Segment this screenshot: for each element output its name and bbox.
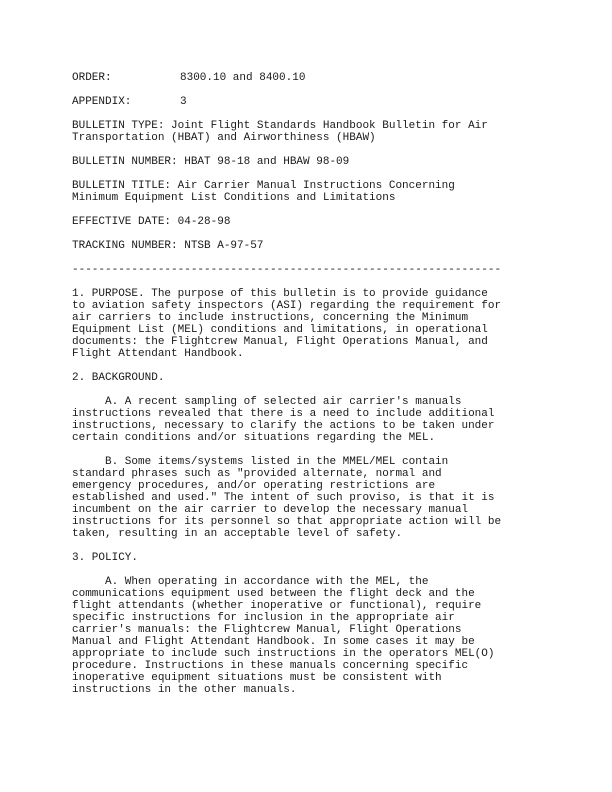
order-line (72, 72, 552, 84)
policy-a-line: carrier's manuals: the Flightcrew Manual, Flight Operations (72, 624, 462, 636)
purpose-line: Flight Attendant Handbook. (72, 348, 244, 360)
bulletin-type (72, 120, 552, 144)
background-b-line: incumbent on the air carrier to develop the necessary manual (72, 504, 469, 516)
policy-a-line: communications equipment used between the flight deck and the (72, 588, 475, 600)
bulletin-type-line: Transportation (HBAT) and Airworthiness (HBAW) (72, 132, 376, 144)
background-a-line: instructions revealed that there is a need to include additional (72, 408, 495, 420)
order-value: 8300.10 and 8400.10 (180, 72, 306, 84)
background-a-line: instructions, necessary to clarify the actions to be taken under (72, 420, 495, 432)
purpose-line: to aviation safety inspectors (ASI) regarding the requirement for (72, 300, 502, 312)
policy-a-line: appropriate to include such instructions in the operators MEL(O) (72, 648, 495, 660)
bulletin-number (72, 156, 552, 168)
background-paragraph-b (72, 456, 552, 540)
bulletin-title-line: BULLETIN TITLE: Air Carrier Manual Instructions Concerning (72, 180, 455, 192)
policy-a-line: instructions in the other manuals. (72, 684, 297, 696)
document-page (72, 72, 552, 708)
background-b-line: instructions for its personnel so that appropriate action will be (72, 516, 502, 528)
background-heading (72, 372, 552, 384)
background-b-line: B. Some items/systems listed in the MMEL/MEL contain (72, 456, 449, 468)
purpose-line: Equipment List (MEL) conditions and limitations, in operational (72, 324, 488, 336)
tracking-number-line: TRACKING NUMBER: NTSB A-97-57 (72, 240, 264, 252)
background-paragraph-a (72, 396, 552, 444)
policy-a-line: A. When operating in accordance with the MEL, the (72, 576, 429, 588)
background-a-line: certain conditions and/or situations regarding the MEL. (72, 432, 436, 444)
appendix-label: APPENDIX: (72, 96, 132, 108)
policy-heading-line: 3. POLICY. (72, 552, 139, 564)
background-b-line: standard phrases such as "provided alternate, normal and (72, 468, 442, 480)
effective-date-line: EFFECTIVE DATE: 04-28-98 (72, 216, 231, 228)
divider (72, 264, 552, 276)
appendix-line (72, 96, 552, 108)
order-label: ORDER: (72, 72, 112, 84)
purpose-line: documents: the Flightcrew Manual, Flight Operations Manual, and (72, 336, 488, 348)
purpose-line: air carriers to include instructions, concerning the Minimum (72, 312, 469, 324)
policy-a-line: flight attendants (whether inoperative or functional), require (72, 600, 482, 612)
bulletin-type-line: BULLETIN TYPE: Joint Flight Standards Handbook Bulletin for Air (72, 120, 488, 132)
background-b-line: emergency procedures, and/or operating restrictions are (72, 480, 436, 492)
policy-heading (72, 552, 552, 564)
policy-a-line: inoperative equipment situations must be consistent with (72, 672, 442, 684)
policy-a-line: specific instructions for inclusion in the appropriate air (72, 612, 455, 624)
purpose-section (72, 288, 552, 360)
purpose-line: 1. PURPOSE. The purpose of this bulletin is to provide guidance (72, 288, 488, 300)
background-b-line: taken, resulting in an acceptable level of safety. (72, 528, 403, 540)
appendix-value: 3 (180, 96, 187, 108)
policy-a-line: Manual and Flight Attendant Handbook. In some cases it may be (72, 636, 475, 648)
effective-date (72, 216, 552, 228)
bulletin-number-line: BULLETIN NUMBER: HBAT 98-18 and HBAW 98-09 (72, 156, 350, 168)
bulletin-title (72, 180, 552, 204)
tracking-number (72, 240, 552, 252)
background-a-line: A. A recent sampling of selected air carrier's manuals (72, 396, 462, 408)
bulletin-title-line: Minimum Equipment List Conditions and Limitations (72, 192, 396, 204)
background-b-line: established and used." The intent of such proviso, is that it is (72, 492, 495, 504)
policy-paragraph-a (72, 576, 552, 696)
policy-a-line: procedure. Instructions in these manuals concerning specific (72, 660, 469, 672)
divider-line: ----------------------------------------------------------------- (72, 264, 502, 276)
background-heading-line: 2. BACKGROUND. (72, 372, 165, 384)
